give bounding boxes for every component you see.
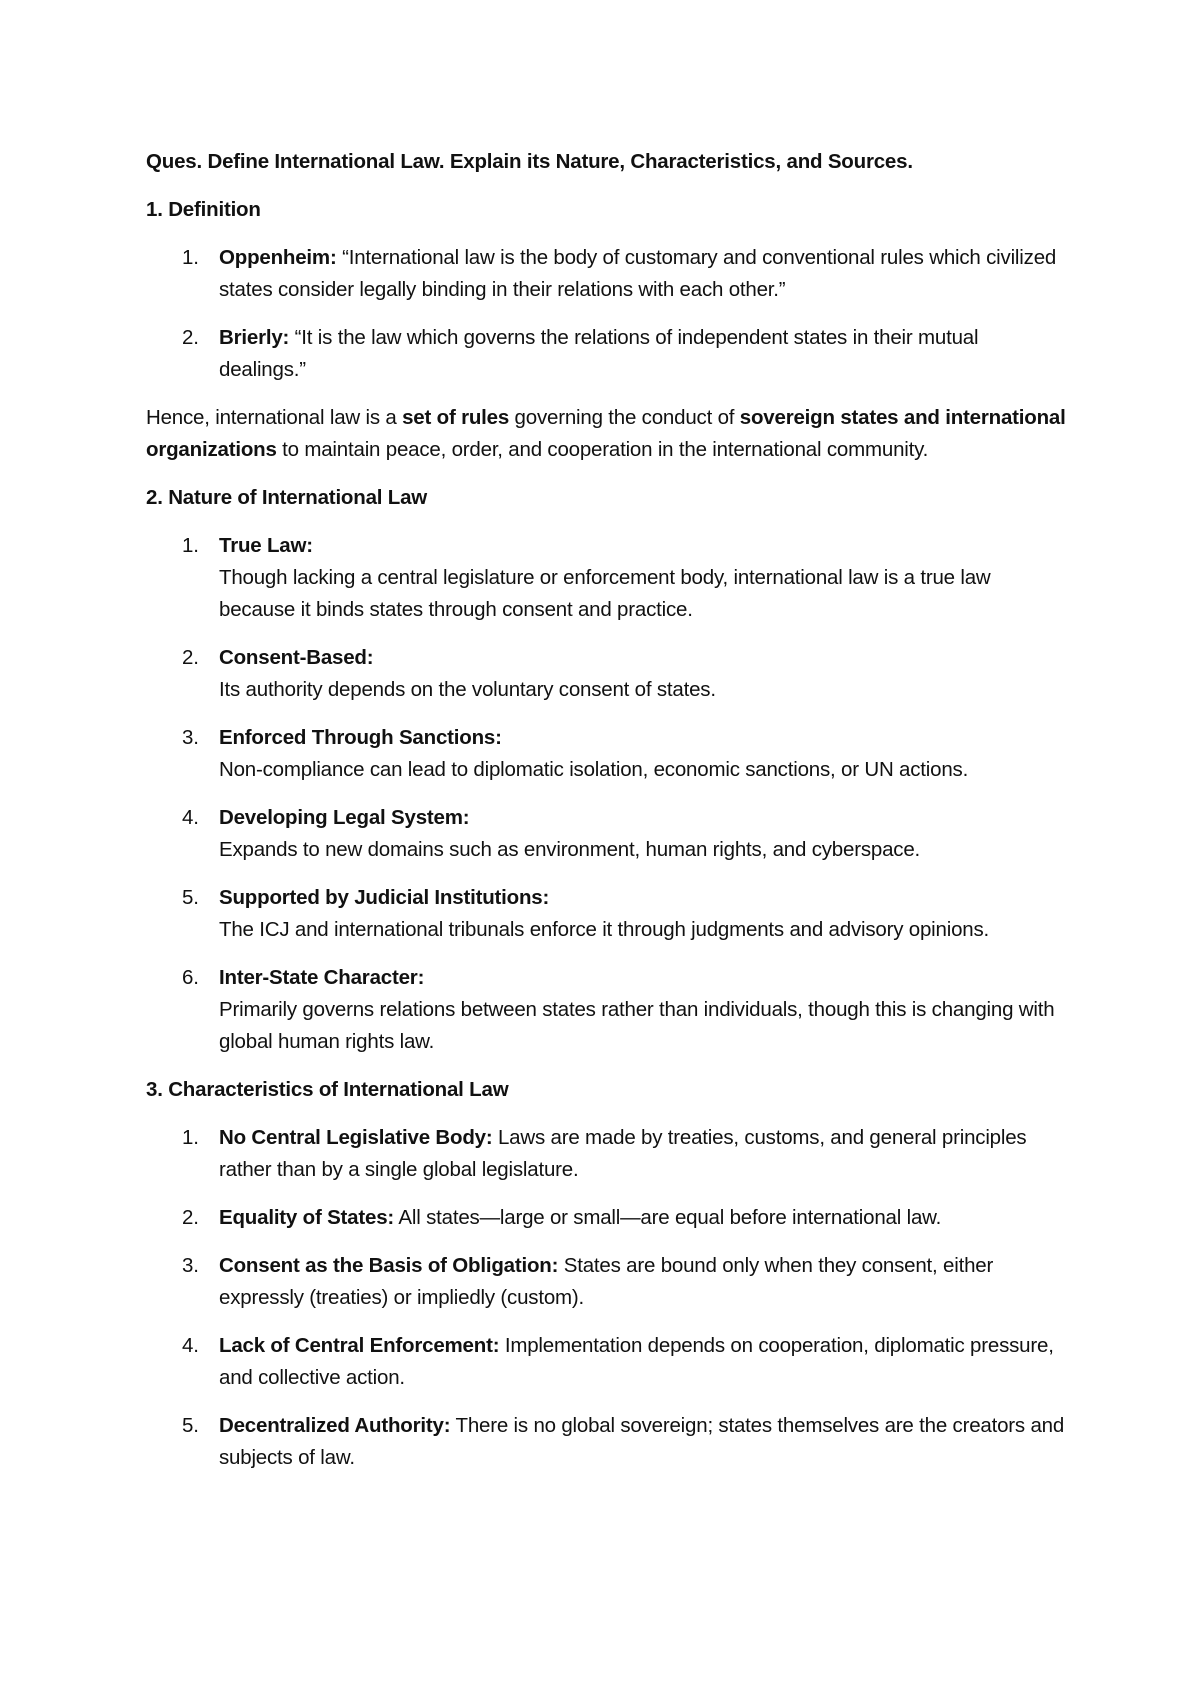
list-term: Developing Legal System: xyxy=(219,806,470,829)
question-title: Ques. Define International Law. Explain its Nature, Characteristics, and Sources. xyxy=(146,150,913,173)
list-term: Decentralized Authority: xyxy=(219,1414,451,1437)
list-term: Consent as the Basis of Obligation: xyxy=(219,1254,559,1277)
list-item xyxy=(146,1202,1066,1234)
list-term: Equality of States: xyxy=(219,1206,395,1229)
definition-list xyxy=(146,242,1066,386)
list-text: Non-compliance can lead to diplomatic isolation, economic sanctions, or UN actions. xyxy=(219,758,969,781)
list-item xyxy=(146,530,1066,626)
list-text: Laws are made by treaties, customs, and general principles rather than by a single global legislature. xyxy=(219,1126,1027,1181)
list-text: Expands to new domains such as environment, human rights, and cyberspace. xyxy=(219,838,921,861)
list-number: 2. xyxy=(182,646,199,669)
list-item xyxy=(146,1410,1066,1474)
summary-text: to maintain peace, order, and cooperation in the international community. xyxy=(276,438,929,461)
list-number: 4. xyxy=(182,806,199,829)
list-item xyxy=(146,1122,1066,1186)
list-number: 5. xyxy=(182,886,199,909)
list-text: Its authority depends on the voluntary consent of states. xyxy=(219,678,716,701)
summary-text: Hence, international law is a xyxy=(146,406,403,429)
list-text: Implementation depends on cooperation, diplomatic pressure, and collective action. xyxy=(219,1334,1054,1389)
nature-list xyxy=(146,530,1066,1058)
list-term: True Law: xyxy=(219,534,313,557)
list-term: Lack of Central Enforcement: xyxy=(219,1334,500,1357)
summary-text: governing the conduct of xyxy=(509,406,740,429)
list-item xyxy=(146,1330,1066,1394)
list-text: Primarily governs relations between states rather than individuals, though this is changing with global human rights law. xyxy=(219,998,1055,1053)
list-item xyxy=(146,1250,1066,1314)
list-item xyxy=(146,722,1066,786)
list-number: 3. xyxy=(182,726,199,749)
list-text: “It is the law which governs the relations of independent states in their mutual dealings.” xyxy=(219,326,979,381)
section-heading-definition: 1. Definition xyxy=(146,198,261,221)
list-term: Consent-Based: xyxy=(219,646,374,669)
list-text: Though lacking a central legislature or enforcement body, international law is a true law because it binds states through consent and practice. xyxy=(219,566,991,621)
characteristics-list xyxy=(146,1122,1066,1474)
list-text: There is no global sovereign; states themselves are the creators and subjects of law. xyxy=(219,1414,1065,1469)
summary-paragraph xyxy=(146,402,1066,466)
summary-bold: set of rules xyxy=(402,406,510,429)
list-number: 2. xyxy=(182,1206,199,1229)
list-item xyxy=(146,882,1066,946)
list-number: 3. xyxy=(182,1254,199,1277)
list-number: 2. xyxy=(182,326,199,349)
list-term: Brierly: xyxy=(219,326,290,349)
section-heading-nature: 2. Nature of International Law xyxy=(146,486,428,509)
list-term: Oppenheim: xyxy=(219,246,337,269)
list-number: 6. xyxy=(182,966,199,989)
list-term: Inter-State Character: xyxy=(219,966,425,989)
list-term: Supported by Judicial Institutions: xyxy=(219,886,550,909)
list-item xyxy=(146,642,1066,706)
list-number: 5. xyxy=(182,1414,199,1437)
list-item xyxy=(146,802,1066,866)
summary-bold: sovereign states and international organizations xyxy=(146,406,1066,461)
list-number: 1. xyxy=(182,534,199,557)
list-term: No Central Legislative Body: xyxy=(219,1126,493,1149)
list-text: States are bound only when they consent, either expressly (treaties) or impliedly (custom). xyxy=(219,1254,994,1309)
list-text: The ICJ and international tribunals enforce it through judgments and advisory opinions. xyxy=(219,918,990,941)
list-text: “International law is the body of customary and conventional rules which civilized states consider legally binding in their relations with each other.” xyxy=(219,246,1057,301)
list-term: Enforced Through Sanctions: xyxy=(219,726,502,749)
list-number: 4. xyxy=(182,1334,199,1357)
section-heading-characteristics: 3. Characteristics of International Law xyxy=(146,1078,509,1101)
document-page xyxy=(146,146,1066,1490)
list-text: All states—large or small—are equal before international law. xyxy=(394,1206,942,1229)
list-item xyxy=(146,322,1066,386)
list-number: 1. xyxy=(182,246,199,269)
list-number: 1. xyxy=(182,1126,199,1149)
list-item xyxy=(146,962,1066,1058)
list-item xyxy=(146,242,1066,306)
